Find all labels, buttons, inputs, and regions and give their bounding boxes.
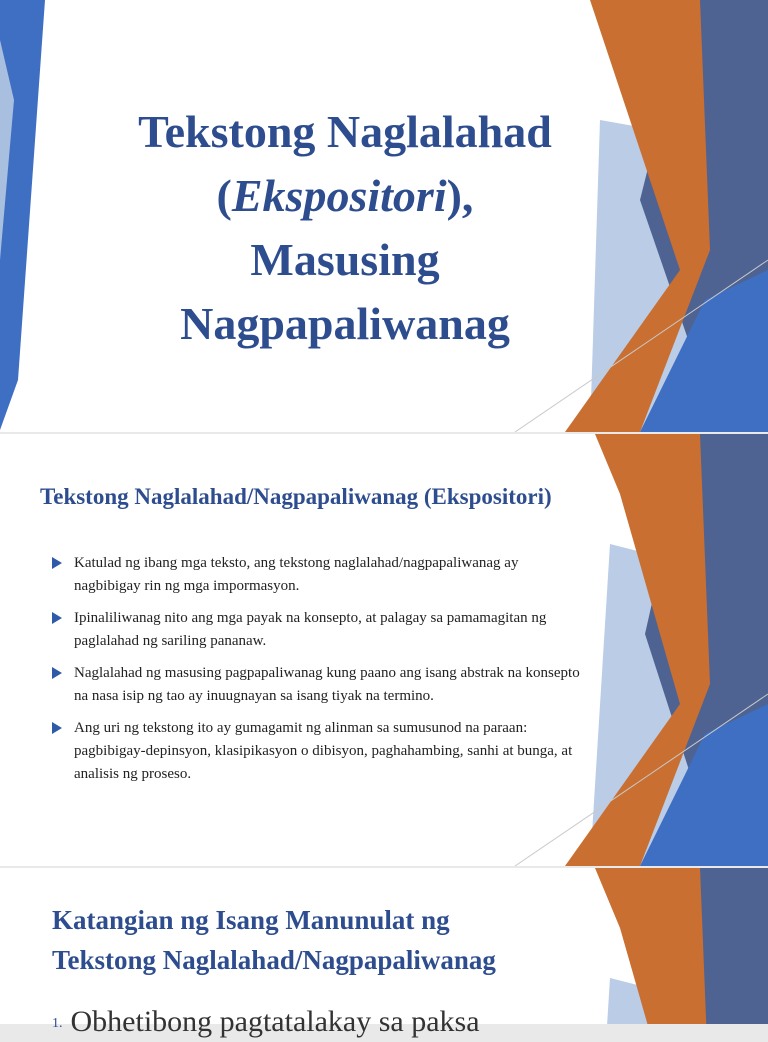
bullet-arrow-icon	[52, 557, 62, 569]
slide-heading: Katangian ng Isang Manunulat ng Tekstong Naglalahad/Nagpapaliwanag	[52, 905, 496, 975]
slide-title	[0, 0, 768, 432]
left-blue-stripe	[0, 0, 45, 430]
bullet-arrow-icon	[52, 667, 62, 679]
list-item: Ipinaliliwanag nito ang mga payak na konsepto, at palagay sa pamamagitan ng paglalahad ng sariling pananaw.	[52, 607, 587, 653]
item-number: 1.	[52, 1016, 63, 1032]
slide-title-heading: Tekstong Naglalahad (Ekspositori), Masusing Nagpapaliwanag	[138, 106, 552, 349]
bullet-arrow-icon	[52, 612, 62, 624]
list-item	[52, 1004, 480, 1042]
bullet-arrow-icon	[52, 722, 62, 734]
slide-heading: Tekstong Naglalahad/Nagpapaliwanag (Ekspositori)	[40, 484, 552, 509]
list-item: Katulad ng ibang mga teksto, ang tekstong naglalahad/nagpapaliwanag ay nagbibigay rin ng mga impormasyon.	[52, 552, 587, 598]
list-item: Naglalahad ng masusing pagpapaliwanag kung paano ang isang abstrak na konsepto na nasa isip ng tao ay inuugnayan sa isang tiyak na termino.	[52, 662, 587, 708]
item-text: Obhetibong pagtatalakay sa paksa	[70, 1005, 480, 1038]
bullet-list	[52, 552, 587, 795]
list-item: Ang uri ng tekstong ito ay gumagamit ng alinman sa sumusunod na paraan: pagbibigay-depinsyon, klasipikasyon o dibisyon, paghahambing, sanhi at bunga, at analisis ng proseso.	[52, 717, 587, 786]
